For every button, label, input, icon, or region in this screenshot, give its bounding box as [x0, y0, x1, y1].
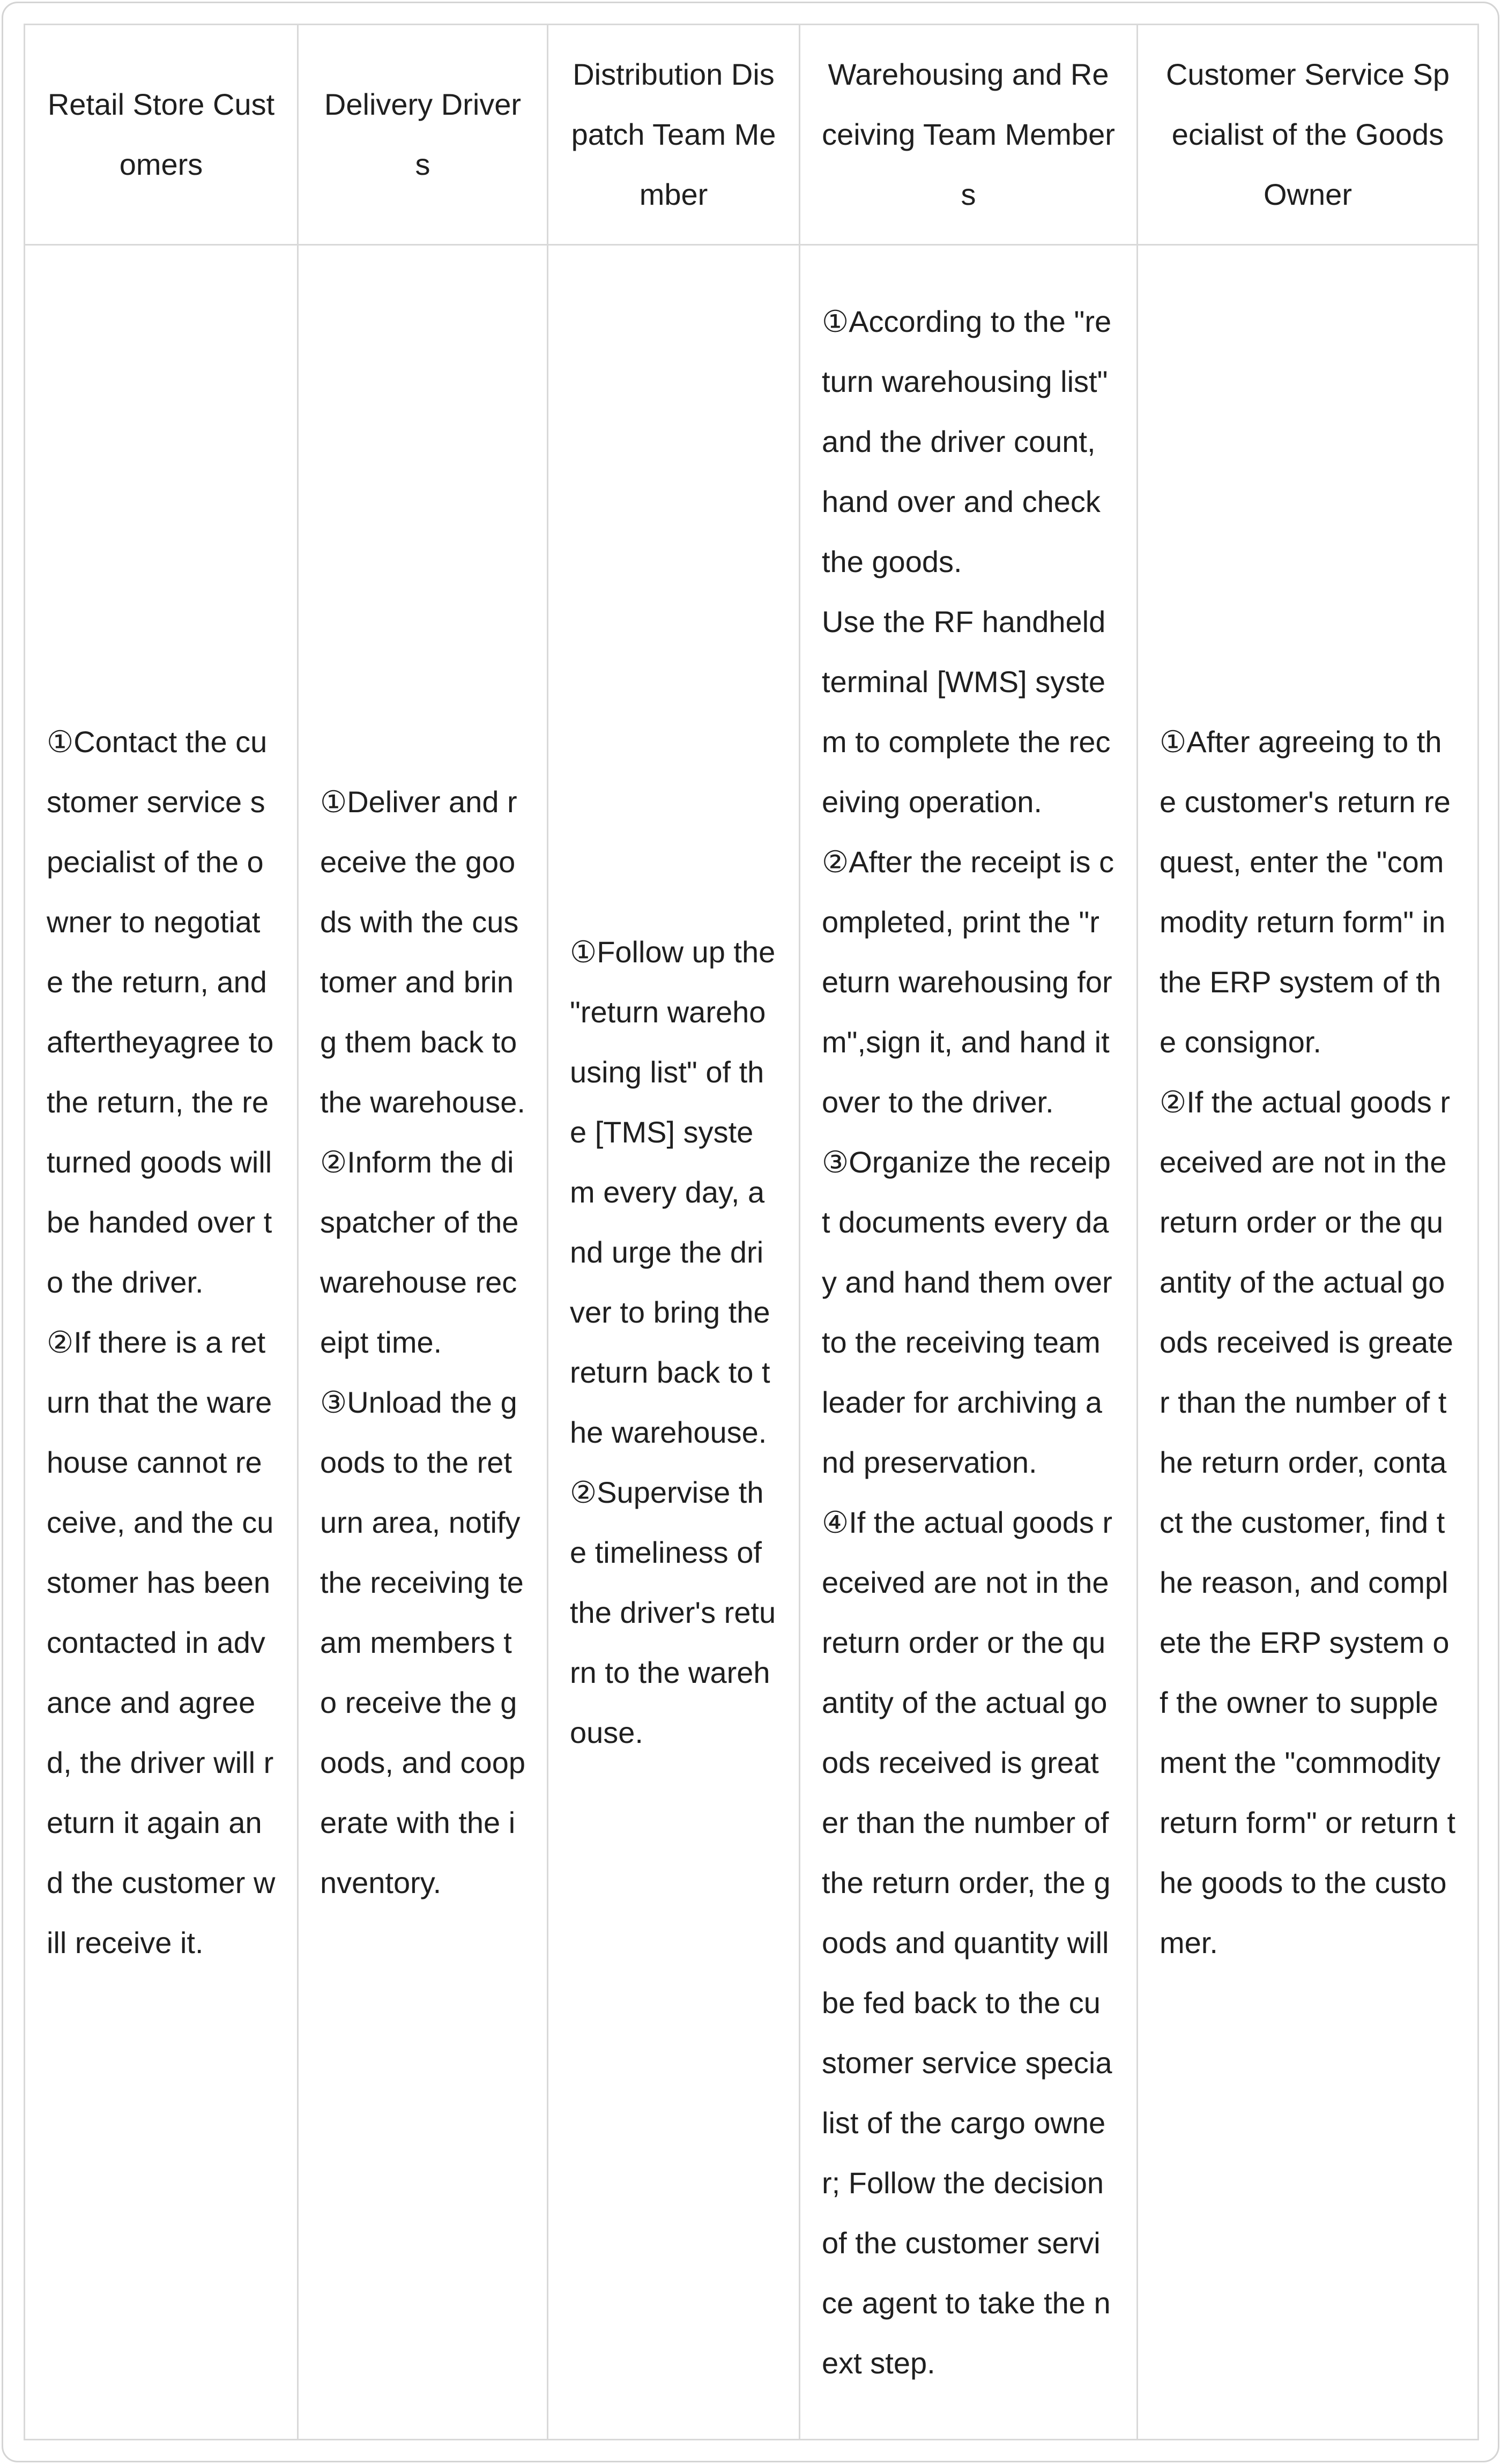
cell-customer-service-specialist: [1138, 245, 1478, 2440]
cell-distribution-dispatch: [548, 245, 800, 2440]
cell-paragraph: ②Supervise the timeliness of the driver's return to the warehouse.: [570, 1475, 776, 1749]
cell-paragraph: ③Organize the receipt documents every day and hand them over to the receiving team leader for archiving and preservation.: [822, 1145, 1112, 1479]
cell-paragraph: ①After agreeing to the customer's return request, enter the "commodity return form" in the ERP system of the consignor.: [1160, 724, 1451, 1059]
header-row: [25, 25, 1478, 245]
header-retail-store-customers: Retail Store Customers: [25, 25, 298, 245]
cell-paragraph: ③Unload the goods to the return area, notify the receiving team members to receive the goods, and cooperate with the inventory.: [320, 1385, 525, 1899]
cell-paragraph: Use the RF handheld terminal [WMS] system to complete the receiving operation.: [822, 604, 1111, 819]
cell-paragraph: ②If there is a return that the warehouse cannot receive, and the customer has been contacted in advance and agreed, the driver will return it again and the customer will receive it.: [47, 1325, 276, 1960]
cell-paragraph: ①Deliver and receive the goods with the customer and bring them back to the warehouse.: [320, 784, 525, 1119]
cell-paragraph: ④If the actual goods received are not in the return order or the quantity of the actual goods received is greater than the number of the return order, the goods and quantity will be fed back to the customer service specialist of the cargo owner; Follow the decision of the customer service agent to take the next step.: [822, 1505, 1113, 2380]
cell-delivery-drivers: [298, 245, 548, 2440]
responsibility-table: [24, 24, 1479, 2440]
header-delivery-drivers: Delivery Drivers: [298, 25, 548, 245]
header-customer-service-specialist: Customer Service Specialist of the Goods Owner: [1138, 25, 1478, 245]
header-distribution-dispatch: Distribution Dispatch Team Member: [548, 25, 800, 245]
cell-paragraph: ②Inform the dispatcher of the warehouse receipt time.: [320, 1145, 519, 1359]
header-warehousing-receiving: Warehousing and Receiving Team Members: [800, 25, 1138, 245]
cell-paragraph: ②If the actual goods received are not in the return order or the quantity of the actual goods received is greater than the number of the return order, contact the customer, find the reason, and complete the ERP system of the owner to supplement the "commodity return form" or return the goods to the customer.: [1160, 1085, 1456, 1960]
cell-paragraph: ②After the receipt is completed, print the "return warehousing form",sign it, and hand it over to the driver.: [822, 844, 1114, 1119]
cell-paragraph: ①Contact the customer service specialist of the owner to negotiate the return, and aftertheyagree to the return, the returned goods will be handed over to the driver.: [47, 724, 274, 1299]
table-row: [25, 245, 1478, 2440]
cell-paragraph: ①Follow up the "return warehousing list" of the [TMS] system every day, and urge the driver to bring the return back to the warehouse.: [570, 934, 776, 1449]
cell-paragraph: ①According to the "return warehousing list" and the driver count, hand over and check the goods.: [822, 304, 1112, 578]
cell-retail-store-customers: [25, 245, 298, 2440]
cell-warehousing-receiving: [800, 245, 1138, 2440]
